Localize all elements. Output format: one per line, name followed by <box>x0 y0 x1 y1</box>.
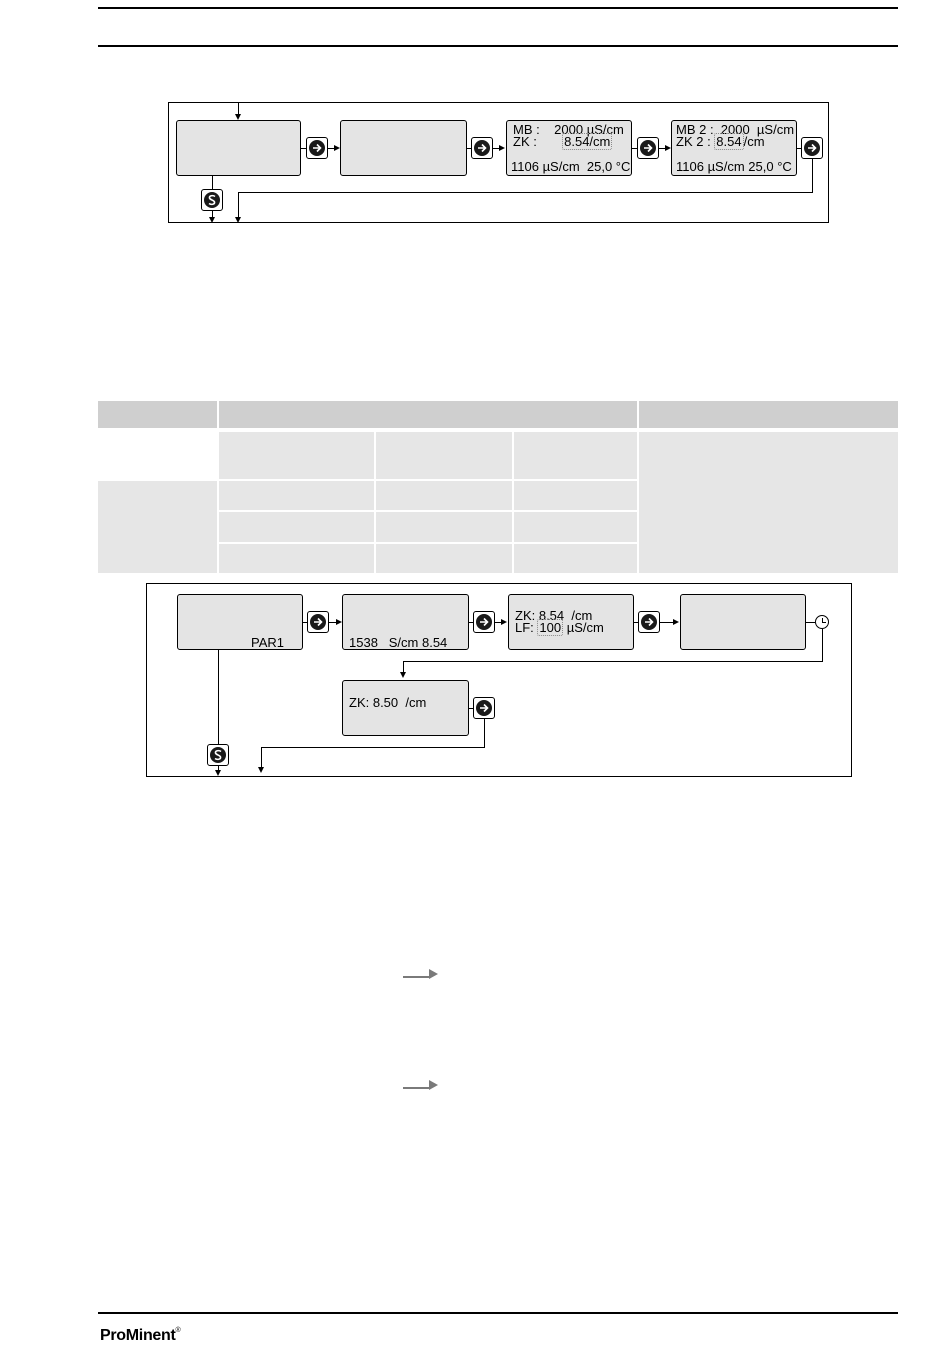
enter-button[interactable] <box>307 611 329 633</box>
display-unit: µS/cm <box>563 620 604 635</box>
display-measuring-range-2 <box>671 120 797 176</box>
table-cell <box>219 544 374 573</box>
display-label: ZK 2 : <box>676 134 715 149</box>
display-line <box>513 135 612 148</box>
table-cell <box>514 481 637 510</box>
display-calibrating <box>680 594 806 650</box>
enter-arrow-icon <box>309 140 325 156</box>
enter-button[interactable] <box>637 137 659 159</box>
s-return-icon <box>210 747 226 763</box>
return-button[interactable] <box>201 189 223 211</box>
editable-value[interactable]: 8.54 <box>716 134 742 149</box>
enter-arrow-icon <box>476 700 492 716</box>
table-cell <box>514 432 637 479</box>
enter-button[interactable] <box>473 611 495 633</box>
display-line: 1106 µS/cm 25,0 °C <box>676 159 792 174</box>
display-measuring-range <box>506 120 632 176</box>
settings-table <box>98 401 898 573</box>
table-cell <box>219 432 374 479</box>
table-cell <box>376 512 512 542</box>
flow-line <box>484 719 485 748</box>
enter-arrow-icon <box>804 140 820 156</box>
enter-arrow-icon <box>310 614 326 630</box>
table-cell <box>376 481 512 510</box>
flow-line <box>261 747 485 748</box>
table-header-cell <box>639 401 898 428</box>
display-line: ZK: 8.54 /cm <box>515 608 593 623</box>
brand-name: ProMinent <box>100 1327 176 1344</box>
flow-line <box>218 650 219 744</box>
enter-button[interactable] <box>801 137 823 159</box>
right-arrow-icon <box>403 966 439 980</box>
flow-line <box>238 192 239 218</box>
display-line: 1106 µS/cm 25,0 °C <box>511 159 631 174</box>
display-parameter-set <box>177 594 303 650</box>
display-line: MB 2 : 2000 µS/cm <box>676 122 795 137</box>
return-button[interactable] <box>207 744 229 766</box>
flow-arrowhead <box>400 672 406 678</box>
flow-line <box>238 192 813 193</box>
flow-line <box>660 622 673 623</box>
display-label: LF: <box>515 620 538 635</box>
table-cell <box>98 481 217 573</box>
table-header-cell <box>98 401 217 428</box>
flow-arrowhead <box>501 619 507 625</box>
enter-button[interactable] <box>473 697 495 719</box>
flow-arrowhead <box>258 767 264 773</box>
brand-logo <box>100 1327 180 1345</box>
enter-arrow-icon <box>640 140 656 156</box>
editable-value[interactable]: 8.54/cm <box>564 134 611 149</box>
display-line: PAR1 <box>251 635 284 650</box>
top-rule <box>98 7 898 9</box>
right-arrow-icon <box>403 1077 439 1091</box>
flow-line <box>329 622 336 623</box>
table-cell <box>376 544 512 573</box>
flow-line <box>261 747 262 768</box>
display-line: MB : 2000 µS/cm <box>513 122 624 137</box>
flow-line <box>403 661 823 662</box>
flow-arrowhead <box>673 619 679 625</box>
display-line <box>676 135 765 148</box>
header-rule <box>98 45 898 47</box>
display-measured-value <box>342 594 469 650</box>
enter-button[interactable] <box>638 611 660 633</box>
editable-value[interactable]: 100 <box>539 620 562 635</box>
flow-line <box>212 176 213 189</box>
flow-arrowhead <box>209 217 215 223</box>
table-cell <box>514 544 637 573</box>
display-unit: /cm <box>743 134 765 149</box>
menu-diagram-calibration <box>168 102 829 223</box>
table-cell <box>639 432 898 573</box>
table-cell <box>514 512 637 542</box>
flow-line <box>812 159 813 193</box>
table-header-cell <box>219 401 637 428</box>
table-cell <box>219 481 374 510</box>
display-line <box>515 621 604 634</box>
enter-button[interactable] <box>306 137 328 159</box>
display-label: ZK : <box>513 134 563 149</box>
flow-line <box>806 622 815 623</box>
clock-icon <box>815 615 829 629</box>
display-calibration-input <box>508 594 634 650</box>
flow-arrowhead <box>235 217 241 223</box>
flow-arrowhead <box>215 770 221 776</box>
display-empty-2 <box>340 120 467 176</box>
s-return-icon <box>204 192 220 208</box>
display-line: ZK: 8.50 /cm <box>349 695 427 710</box>
flow-line <box>822 629 823 662</box>
display-cell-constant-result <box>342 680 469 736</box>
table-cell <box>219 512 374 542</box>
enter-button[interactable] <box>471 137 493 159</box>
enter-arrow-icon <box>641 614 657 630</box>
enter-arrow-icon <box>474 140 490 156</box>
enter-arrow-icon <box>476 614 492 630</box>
display-line: 1538 S/cm 8.54 <box>349 635 448 650</box>
menu-diagram-cell-constant <box>146 583 852 777</box>
footer-rule <box>98 1312 898 1314</box>
registered-mark: ® <box>175 1327 181 1334</box>
display-empty-1 <box>176 120 301 176</box>
flow-arrowhead <box>499 145 505 151</box>
table-cell <box>376 432 512 479</box>
